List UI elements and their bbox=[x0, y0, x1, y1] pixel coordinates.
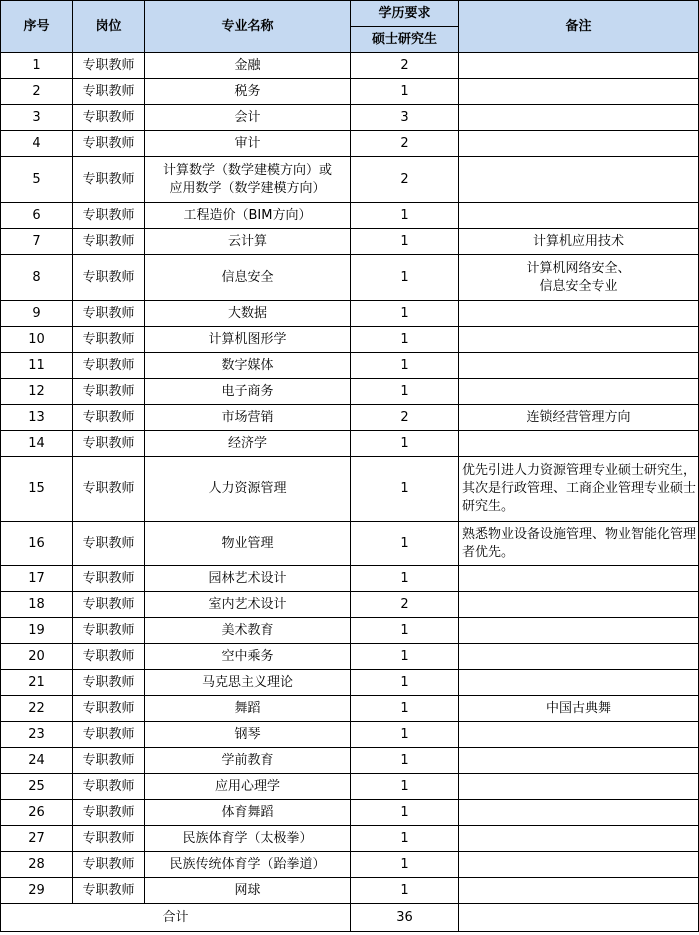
row-note bbox=[459, 203, 699, 229]
table-row bbox=[1, 203, 699, 229]
row-count: 1 bbox=[351, 722, 459, 748]
row-index: 20 bbox=[1, 644, 73, 670]
row-count: 1 bbox=[351, 852, 459, 878]
total-value: 36 bbox=[351, 904, 459, 932]
row-note bbox=[459, 301, 699, 327]
row-index: 7 bbox=[1, 229, 73, 255]
row-major: 金融 bbox=[145, 53, 351, 79]
row-position: 专职教师 bbox=[73, 301, 145, 327]
total-label: 合计 bbox=[1, 904, 351, 932]
row-position: 专职教师 bbox=[73, 852, 145, 878]
row-major: 物业管理 bbox=[145, 522, 351, 566]
row-major: 税务 bbox=[145, 79, 351, 105]
table-body bbox=[1, 53, 699, 904]
row-note bbox=[459, 878, 699, 904]
row-count: 1 bbox=[351, 379, 459, 405]
row-major: 数字媒体 bbox=[145, 353, 351, 379]
row-major: 舞蹈 bbox=[145, 696, 351, 722]
row-major: 会计 bbox=[145, 105, 351, 131]
row-count: 1 bbox=[351, 353, 459, 379]
total-row bbox=[1, 904, 699, 932]
row-position: 专职教师 bbox=[73, 618, 145, 644]
row-position: 专职教师 bbox=[73, 229, 145, 255]
row-count: 1 bbox=[351, 696, 459, 722]
table-row bbox=[1, 878, 699, 904]
row-index: 17 bbox=[1, 566, 73, 592]
row-index: 12 bbox=[1, 379, 73, 405]
row-major: 市场营销 bbox=[145, 405, 351, 431]
table-row bbox=[1, 644, 699, 670]
row-count: 1 bbox=[351, 826, 459, 852]
row-position: 专职教师 bbox=[73, 566, 145, 592]
table-row bbox=[1, 457, 699, 522]
row-index: 15 bbox=[1, 457, 73, 522]
row-note bbox=[459, 105, 699, 131]
row-count: 1 bbox=[351, 618, 459, 644]
total-note bbox=[459, 904, 699, 932]
row-index: 26 bbox=[1, 800, 73, 826]
header-position: 岗位 bbox=[73, 1, 145, 53]
row-major: 园林艺术设计 bbox=[145, 566, 351, 592]
row-index: 11 bbox=[1, 353, 73, 379]
row-major: 钢琴 bbox=[145, 722, 351, 748]
table-row bbox=[1, 327, 699, 353]
row-position: 专职教师 bbox=[73, 255, 145, 301]
row-note: 计算机应用技术 bbox=[459, 229, 699, 255]
row-position: 专职教师 bbox=[73, 203, 145, 229]
row-count: 1 bbox=[351, 79, 459, 105]
row-count: 1 bbox=[351, 800, 459, 826]
row-index: 13 bbox=[1, 405, 73, 431]
row-count: 1 bbox=[351, 301, 459, 327]
row-note bbox=[459, 79, 699, 105]
table-row bbox=[1, 157, 699, 203]
row-major: 经济学 bbox=[145, 431, 351, 457]
row-count: 2 bbox=[351, 592, 459, 618]
row-major: 电子商务 bbox=[145, 379, 351, 405]
row-index: 25 bbox=[1, 774, 73, 800]
table-header bbox=[1, 1, 699, 53]
row-major: 计算机图形学 bbox=[145, 327, 351, 353]
row-note: 计算机网络安全、 信息安全专业 bbox=[459, 255, 699, 301]
row-note bbox=[459, 722, 699, 748]
row-position: 专职教师 bbox=[73, 79, 145, 105]
row-note bbox=[459, 566, 699, 592]
row-position: 专职教师 bbox=[73, 105, 145, 131]
table-row bbox=[1, 79, 699, 105]
row-index: 9 bbox=[1, 301, 73, 327]
table-row bbox=[1, 379, 699, 405]
row-position: 专职教师 bbox=[73, 353, 145, 379]
row-index: 28 bbox=[1, 852, 73, 878]
row-note bbox=[459, 618, 699, 644]
row-index: 21 bbox=[1, 670, 73, 696]
table-row bbox=[1, 301, 699, 327]
row-index: 29 bbox=[1, 878, 73, 904]
row-count: 1 bbox=[351, 327, 459, 353]
row-count: 1 bbox=[351, 457, 459, 522]
table-row bbox=[1, 722, 699, 748]
row-index: 27 bbox=[1, 826, 73, 852]
table-row bbox=[1, 405, 699, 431]
table-row bbox=[1, 592, 699, 618]
row-major: 人力资源管理 bbox=[145, 457, 351, 522]
row-note bbox=[459, 327, 699, 353]
row-position: 专职教师 bbox=[73, 457, 145, 522]
table-row bbox=[1, 53, 699, 79]
row-note bbox=[459, 431, 699, 457]
table-row bbox=[1, 852, 699, 878]
table-row bbox=[1, 696, 699, 722]
row-note bbox=[459, 800, 699, 826]
table-row bbox=[1, 229, 699, 255]
table-row bbox=[1, 431, 699, 457]
row-major: 民族体育学（太极拳） bbox=[145, 826, 351, 852]
row-position: 专职教师 bbox=[73, 878, 145, 904]
row-major: 网球 bbox=[145, 878, 351, 904]
row-index: 4 bbox=[1, 131, 73, 157]
row-index: 23 bbox=[1, 722, 73, 748]
row-note bbox=[459, 592, 699, 618]
table-row bbox=[1, 618, 699, 644]
row-major: 马克思主义理论 bbox=[145, 670, 351, 696]
header-edu-sub: 硕士研究生 bbox=[351, 27, 459, 53]
row-major: 室内艺术设计 bbox=[145, 592, 351, 618]
row-note bbox=[459, 644, 699, 670]
row-index: 14 bbox=[1, 431, 73, 457]
row-position: 专职教师 bbox=[73, 670, 145, 696]
row-count: 1 bbox=[351, 566, 459, 592]
row-index: 6 bbox=[1, 203, 73, 229]
row-count: 1 bbox=[351, 255, 459, 301]
row-position: 专职教师 bbox=[73, 644, 145, 670]
row-index: 22 bbox=[1, 696, 73, 722]
row-count: 3 bbox=[351, 105, 459, 131]
row-note: 中国古典舞 bbox=[459, 696, 699, 722]
row-count: 2 bbox=[351, 157, 459, 203]
row-note bbox=[459, 353, 699, 379]
row-index: 10 bbox=[1, 327, 73, 353]
table-row bbox=[1, 522, 699, 566]
row-note bbox=[459, 852, 699, 878]
row-major: 大数据 bbox=[145, 301, 351, 327]
header-major: 专业名称 bbox=[145, 1, 351, 53]
row-count: 1 bbox=[351, 670, 459, 696]
row-note bbox=[459, 748, 699, 774]
row-major: 计算数学（数学建模方向）或 应用数学（数学建模方向） bbox=[145, 157, 351, 203]
table-row bbox=[1, 353, 699, 379]
row-position: 专职教师 bbox=[73, 774, 145, 800]
row-count: 1 bbox=[351, 644, 459, 670]
row-position: 专职教师 bbox=[73, 592, 145, 618]
row-count: 2 bbox=[351, 53, 459, 79]
row-index: 19 bbox=[1, 618, 73, 644]
table-row bbox=[1, 131, 699, 157]
row-major: 民族传统体育学（跆拳道） bbox=[145, 852, 351, 878]
row-note bbox=[459, 670, 699, 696]
row-index: 2 bbox=[1, 79, 73, 105]
row-position: 专职教师 bbox=[73, 131, 145, 157]
table-row bbox=[1, 670, 699, 696]
row-note bbox=[459, 53, 699, 79]
header-index: 序号 bbox=[1, 1, 73, 53]
row-index: 18 bbox=[1, 592, 73, 618]
row-index: 5 bbox=[1, 157, 73, 203]
row-note bbox=[459, 826, 699, 852]
row-note bbox=[459, 157, 699, 203]
row-position: 专职教师 bbox=[73, 157, 145, 203]
row-major: 应用心理学 bbox=[145, 774, 351, 800]
row-count: 1 bbox=[351, 774, 459, 800]
header-row bbox=[1, 1, 699, 27]
row-count: 2 bbox=[351, 131, 459, 157]
row-major: 空中乘务 bbox=[145, 644, 351, 670]
header-edu-group: 学历要求 bbox=[351, 1, 459, 27]
row-position: 专职教师 bbox=[73, 405, 145, 431]
row-position: 专职教师 bbox=[73, 722, 145, 748]
row-major: 体育舞蹈 bbox=[145, 800, 351, 826]
row-count: 1 bbox=[351, 522, 459, 566]
row-note bbox=[459, 131, 699, 157]
row-note bbox=[459, 379, 699, 405]
row-count: 1 bbox=[351, 203, 459, 229]
row-count: 1 bbox=[351, 431, 459, 457]
table-row bbox=[1, 255, 699, 301]
row-count: 1 bbox=[351, 748, 459, 774]
row-position: 专职教师 bbox=[73, 379, 145, 405]
row-count: 2 bbox=[351, 405, 459, 431]
row-index: 1 bbox=[1, 53, 73, 79]
row-major: 信息安全 bbox=[145, 255, 351, 301]
table-row bbox=[1, 105, 699, 131]
table-row bbox=[1, 748, 699, 774]
row-major: 工程造价（BIM方向） bbox=[145, 203, 351, 229]
row-position: 专职教师 bbox=[73, 53, 145, 79]
row-count: 1 bbox=[351, 229, 459, 255]
table-row bbox=[1, 800, 699, 826]
row-count: 1 bbox=[351, 878, 459, 904]
row-position: 专职教师 bbox=[73, 696, 145, 722]
row-major: 学前教育 bbox=[145, 748, 351, 774]
row-index: 16 bbox=[1, 522, 73, 566]
row-major: 审计 bbox=[145, 131, 351, 157]
row-note bbox=[459, 774, 699, 800]
row-index: 24 bbox=[1, 748, 73, 774]
row-position: 专职教师 bbox=[73, 327, 145, 353]
table-row bbox=[1, 774, 699, 800]
row-position: 专职教师 bbox=[73, 522, 145, 566]
row-note: 优先引进人力资源管理专业硕士研究生，其次是行政管理、工商企业管理专业硕士研究生。 bbox=[459, 457, 699, 522]
row-position: 专职教师 bbox=[73, 800, 145, 826]
row-major: 云计算 bbox=[145, 229, 351, 255]
row-index: 8 bbox=[1, 255, 73, 301]
table-row bbox=[1, 826, 699, 852]
row-position: 专职教师 bbox=[73, 826, 145, 852]
row-major: 美术教育 bbox=[145, 618, 351, 644]
row-position: 专职教师 bbox=[73, 748, 145, 774]
table-row bbox=[1, 566, 699, 592]
row-note: 熟悉物业设备设施管理、物业智能化管理者优先。 bbox=[459, 522, 699, 566]
row-position: 专职教师 bbox=[73, 431, 145, 457]
row-note: 连锁经营管理方向 bbox=[459, 405, 699, 431]
row-index: 3 bbox=[1, 105, 73, 131]
header-notes: 备注 bbox=[459, 1, 699, 53]
